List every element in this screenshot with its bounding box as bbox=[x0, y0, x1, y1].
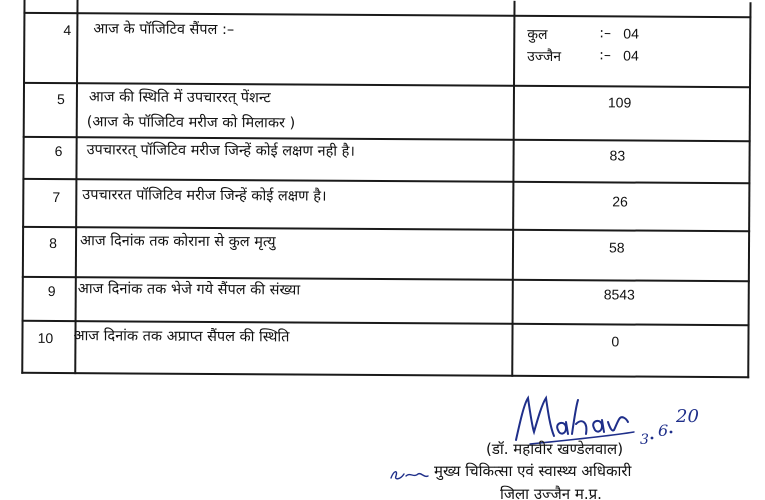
table-divider-sno bbox=[74, 0, 78, 374]
officer-name: (डॉ. महावीर खण्डेलवाल) bbox=[486, 440, 624, 458]
handwritten-date-3: 3 bbox=[640, 432, 649, 448]
row-value: 109 bbox=[607, 94, 632, 111]
table-row-line bbox=[22, 178, 750, 184]
row-label: उपचाररत पॉजिटिव मरीज जिन्हें कोई लक्षण है। bbox=[82, 187, 327, 205]
table-border-right bbox=[747, 2, 751, 378]
row-label: आज दिनांक तक कोराना से कुल मृत्यु bbox=[79, 233, 276, 251]
row-value: 26 bbox=[612, 193, 628, 210]
row-value: 83 bbox=[609, 147, 626, 164]
row-serial-number: 7 bbox=[52, 188, 61, 206]
separator: :– bbox=[599, 47, 611, 64]
officer-designation: मुख्य चिकित्सा एवं स्वास्थ्य अधिकारी bbox=[434, 462, 632, 480]
row-serial-number: 10 bbox=[37, 329, 54, 347]
row-label: उपचाररत् पॉजिटिव मरीज जिन्हें कोई लक्षण नही है। bbox=[86, 142, 355, 160]
signature-block bbox=[380, 392, 740, 500]
table-row-line bbox=[23, 82, 751, 88]
row-serial-number: 6 bbox=[54, 143, 63, 160]
row-value: 58 bbox=[608, 239, 625, 256]
svg-text:6: 6 bbox=[658, 421, 669, 440]
row-serial-number: 8 bbox=[49, 234, 57, 252]
row-label: आज दिनांक तक अप्राप्त सैंपल की स्थिति bbox=[73, 328, 290, 346]
svg-text:20: 20 bbox=[676, 406, 699, 427]
separator: :– bbox=[599, 25, 612, 42]
positive-total-entry bbox=[527, 25, 639, 44]
table-border-bottom bbox=[21, 372, 749, 378]
row-label: आज के पॉजिटिव सैंपल :– bbox=[93, 21, 235, 39]
officer-location: जिला उज्जैन म.प्र. bbox=[500, 485, 602, 500]
row-serial-number: 4 bbox=[63, 22, 72, 39]
table-row-line bbox=[23, 12, 751, 18]
initials-mark bbox=[388, 466, 434, 484]
ujjain-key: उज्जैन bbox=[527, 48, 562, 66]
row-serial-number: 9 bbox=[47, 282, 56, 300]
table-row-line bbox=[22, 226, 750, 232]
row-label: आज दिनांक तक भेजे गये सैंपल की संख्या bbox=[77, 281, 301, 299]
total-value: 04 bbox=[623, 25, 639, 42]
table-border-left bbox=[21, 0, 25, 374]
table-row-line bbox=[22, 320, 750, 326]
ujjain-value: 04 bbox=[623, 47, 639, 64]
row-value: 8543 bbox=[603, 286, 635, 303]
row-value: 0 bbox=[611, 333, 620, 350]
total-key: कुल bbox=[527, 26, 548, 44]
row-serial-number: 5 bbox=[56, 91, 65, 108]
row-label: आज की स्थिति में उपचाररत् पेंशन्ट bbox=[88, 89, 271, 107]
table-divider-value bbox=[511, 1, 515, 377]
row-label-continuation: (आज के पॉजिटिव मरीज को मिलाकर ) bbox=[86, 114, 296, 132]
positive-ujjain-entry bbox=[527, 47, 639, 66]
